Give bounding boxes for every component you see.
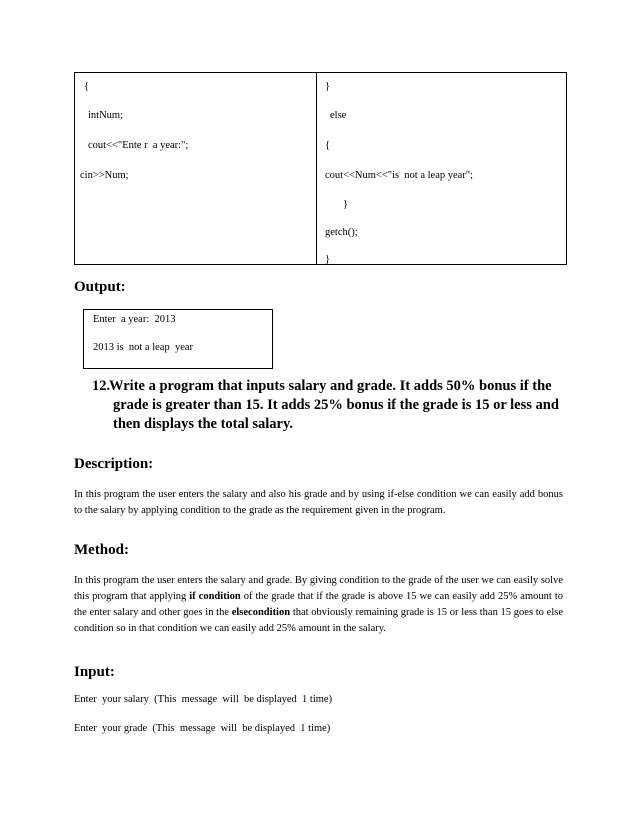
code-line: } (325, 254, 331, 265)
code-column-left (75, 73, 317, 264)
code-column-right (317, 73, 566, 264)
code-line: cin>>Num; (80, 170, 129, 181)
code-line: intNum; (88, 110, 124, 121)
code-line: { (84, 81, 90, 92)
code-line: cout<<"Ente r a year:"; (88, 140, 189, 151)
question (92, 377, 566, 434)
method-text-part: that obviously remaining grade is 15 or less than 15 goes to else condition so in that condition we can easily add 25% amount in the salary. (74, 607, 563, 634)
input-line: Enter your salary (This message will be displayed 1 time) (74, 694, 333, 705)
method-heading: Method: (74, 542, 129, 558)
code-line: else (330, 110, 347, 121)
input-heading: Input: (74, 664, 115, 680)
method-text-part: In this program the user enters the salary and grade. By giving condition to the grade of the user we can easily solve this program that applying (74, 575, 563, 602)
question-text: Write a program that inputs salary and grade. It adds 50% bonus if the grade is greater than 15. It adds 25% bonus if the grade is 15 or less and then displays the total salary. (109, 378, 559, 432)
code-table (74, 72, 567, 265)
method-bold-term: elsecondition (231, 607, 291, 618)
output-line: Enter a year: 2013 (93, 314, 176, 325)
description-heading: Description: (74, 456, 154, 472)
input-line: Enter your grade (This message will be displayed 1 time) (74, 723, 331, 734)
output-box (83, 309, 273, 369)
code-line: getch(); (325, 227, 358, 238)
method-text (74, 573, 563, 637)
description-text: In this program the user enters the salary and also his grade and by using if-else condition we can easily add bonus to the salary by applying condition to the grade as the requirement given in the program. (74, 489, 563, 516)
method-bold-term: if condition (189, 591, 241, 602)
output-heading: Output: (74, 279, 126, 295)
code-line: { (325, 140, 331, 151)
output-line: 2013 is not a leap year (93, 342, 194, 353)
code-line: } (325, 81, 331, 92)
code-line: } (343, 199, 349, 210)
question-number: 12. (92, 378, 111, 394)
method-text-part: of the grade that if the grade is above 15 we can easily add 25% amount to the enter salary and other goes in the (74, 591, 563, 618)
code-line: cout<<Num<<"is not a leap year"; (325, 170, 474, 181)
